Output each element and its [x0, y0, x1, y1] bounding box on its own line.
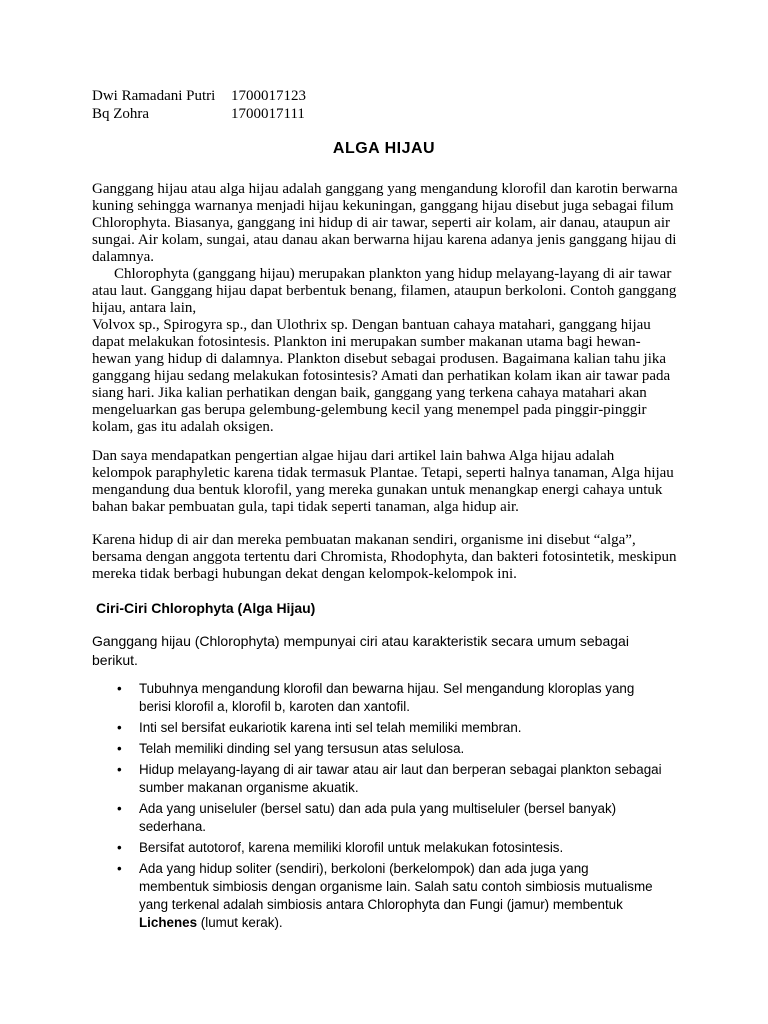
- list-item-text: [139, 861, 653, 930]
- bullet-icon: •: [117, 681, 122, 696]
- author-name: Bq Zohra: [92, 106, 150, 122]
- list-item: [92, 800, 662, 836]
- paragraph-indented-text: Chlorophyta (ganggang hijau) merupakan plankton yang hidup melayang-layang di air tawar atau laut. Ganggang hijau dapat berbentuk benang, filamen, ataupun berkoloni. Contoh ganggang hijau, antara lain,: [92, 266, 677, 316]
- author-row: [92, 105, 306, 123]
- paragraph-naming: Karena hidup di air dan mereka pembuatan makanan sendiri, organisme ini disebut “alga”, bersama dengan anggota tertentu dari Chromista, Rhodophyta, dan bakteri fotosintetik, meskipun mereka tidak berbagi hubungan dekat dengan kelompok-kelompok ini.: [92, 532, 677, 582]
- list-item-text: Inti sel bersifat eukariotik karena inti sel telah memiliki membran.: [139, 720, 522, 735]
- list-item-text: Ada yang uniseluler (bersel satu) dan ada pula yang multiseluler (bersel banyak) sederhana.: [139, 801, 617, 834]
- paragraph-introduction: [92, 181, 678, 436]
- section-heading: Ciri-Ciri Chlorophyta (Alga Hijau): [96, 600, 316, 616]
- paragraph-definition: Dan saya mendapatkan pengertian algae hijau dari artikel lain bahwa Alga hijau adalah kelompok paraphyletic karena tidak termasuk Plantae. Tetapi, seperti halnya tanaman, Alga hijau mengandung dua bentuk klorofil, yang mereka gunakan untuk menangkap energi cahaya untuk bahan bakar pembuatan gula, tapi tidak seperti tanaman, alga hidup air.: [92, 448, 674, 515]
- list-item-text: Telah memiliki dinding sel yang tersusun atas selulosa.: [139, 741, 465, 756]
- author-id: 1700017111: [231, 106, 305, 122]
- author-name: Dwi Ramadani Putri: [92, 88, 216, 104]
- list-item: [92, 839, 662, 857]
- document-title: ALGA HIJAU: [332, 140, 436, 157]
- list-item: [92, 761, 662, 797]
- author-id: 1700017123: [231, 88, 306, 104]
- bullet-icon: •: [117, 801, 122, 816]
- section-intro: Ganggang hijau (Chlorophyta) mempunyai ciri atau karakteristik secara umum sebagai berikut.: [92, 633, 629, 668]
- list-item-text: Hidup melayang-layang di air tawar atau air laut dan berperan sebagai plankton sebagai sumber makanan organisme akuatik.: [139, 762, 662, 795]
- feature-list: [92, 680, 662, 935]
- list-item-text: Bersifat autotorof, karena memiliki klorofil untuk melakukan fotosintesis.: [139, 840, 564, 855]
- author-block: [92, 87, 306, 123]
- list-item: [92, 860, 662, 932]
- list-item: [92, 719, 662, 737]
- paragraph-continued-text: Volvox sp., Spirogyra sp., dan Ulothrix sp. Dengan bantuan cahaya matahari, ganggang hijau dapat melakukan fotosintesis. Plankton ini merupakan sumber makanan utama bagi hewan-hewan yang hidup di dalamnya. Plankton disebut sebagai produsen. Bagaimana kalian tahu jika ganggang hijau sedang melakukan fotosintesis? Amati dan perhatikan kolam ikan air tawar pada siang hari. Jika kalian perhatikan dengan baik, ganggang yang terkena cahaya matahari akan mengeluarkan gas berupa gelembung-gelembung kecil yang menempel pada pinggir-pinggir kolam, gas itu adalah oksigen.: [92, 317, 671, 435]
- paragraph-text: Ganggang hijau atau alga hijau adalah ganggang yang mengandung klorofil dan karotin berwarna kuning sehingga warnanya menjadi hijau kekuningan, ganggang hijau disebut juga sebagai filum Chlorophyta. Biasanya, ganggang ini hidup di air tawar, seperti air kolam, air danau, ataupun air sungai. Air kolam, sungai, atau danau akan berwarna hijau karena adanya jenis ganggang hijau di dalamnya.: [92, 181, 678, 265]
- bullet-icon: •: [117, 840, 122, 855]
- bullet-icon: •: [117, 720, 122, 735]
- bullet-icon: •: [117, 861, 122, 876]
- list-item: [92, 680, 662, 716]
- list-item-text-part: (lumut kerak).: [197, 915, 283, 930]
- emphasis-term: Lichenes: [139, 915, 198, 930]
- list-item-text-part: Ada yang hidup soliter (sendiri), berkoloni (berkelompok) dan ada juga yang membentuk simbiosis dengan organisme lain. Salah satu contoh simbiosis mutualisme yang terkenal adalah simbiosis antara Chlorophyta dan Fungi (jamur) membentuk: [139, 861, 653, 912]
- bullet-icon: •: [117, 741, 122, 756]
- list-item-text: Tubuhnya mengandung klorofil dan bewarna hijau. Sel mengandung kloroplas yang berisi klorofil a, klorofil b, karoten dan xantofil.: [139, 681, 635, 714]
- list-item: [92, 740, 662, 758]
- bullet-icon: •: [117, 762, 122, 777]
- author-row: [92, 87, 306, 105]
